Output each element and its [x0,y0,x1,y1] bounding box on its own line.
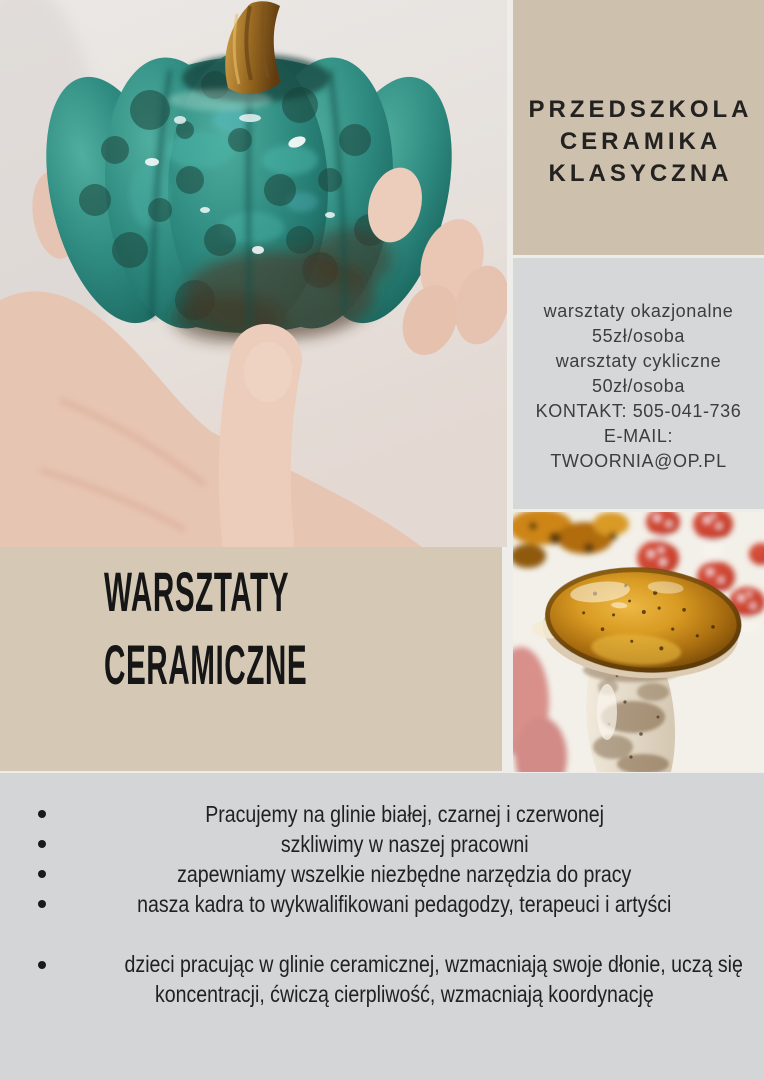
features-panel [0,773,764,1080]
title-line: KLASYCZNA [548,160,733,187]
bullet-dot [38,870,46,878]
bullet-dot [38,840,46,848]
spacer [70,919,739,949]
feature-item [70,859,739,889]
feature-text: zapewniamy wszelkie niezbędne narzędzia do pracy [177,861,632,887]
email-address: TWOORNIA@OP.PL [550,451,727,471]
feature-text: dzieci pracując w glinie ceramicznej, wzmacniają swoje dłonie, uczą się [124,951,743,977]
price-line: warsztaty cykliczne [555,351,722,371]
bullet-dot [38,900,46,908]
feature-text: szkliwimy w naszej pracowni [280,831,529,857]
headline-line [104,628,502,701]
bullet-dot [38,961,46,969]
feature-item [70,829,739,859]
title-panel [513,0,764,255]
feature-text: koncentracji, ćwiczą cierpliwość, wzmacniają koordynację [155,981,654,1007]
headline-text: CERAMICZNE [104,633,308,696]
price-line: 55zł/osoba [591,326,686,346]
feature-item [70,799,739,829]
headline-panel [0,547,502,771]
headline-line [104,555,502,628]
title-line: PRZEDSZKOLA [528,96,753,123]
bullet-dot [38,810,46,818]
feature-item [70,949,743,979]
title-line: CERAMIKA [559,128,722,155]
feature-item [70,979,739,1009]
feature-text: nasza kadra to wykwalifikowani pedagodzy, terapeuci i artyści [137,891,672,917]
headline-text: WARSZTATY [104,560,290,623]
pumpkin-illustration [0,0,507,547]
mushroom-illustration [513,512,764,772]
price-line: 50zł/osoba [591,376,686,396]
phone-line: KONTAKT: 505-041-736 [535,401,742,421]
price-line: warsztaty okazjonalne [543,301,734,321]
feature-text: Pracujemy na glinie białej, czarnej i czerwonej [205,801,604,827]
pumpkin-photo [0,0,507,547]
email-label: E-MAIL: [603,426,674,446]
mushroom-photo [513,512,764,772]
feature-item [70,889,739,919]
contact-panel [513,258,764,509]
